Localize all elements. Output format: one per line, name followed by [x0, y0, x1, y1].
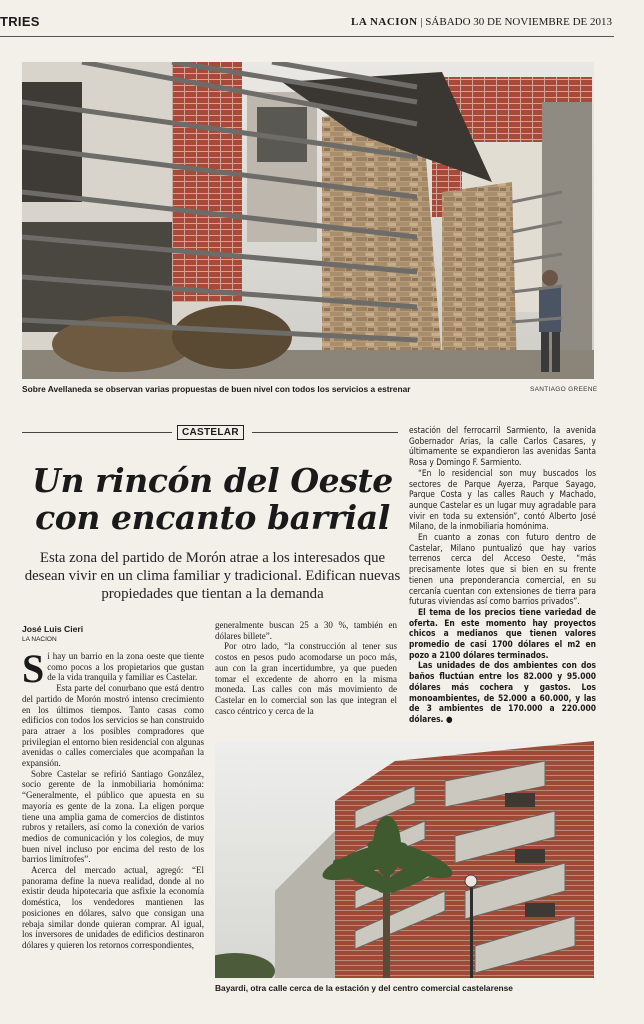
- masthead: [351, 16, 612, 28]
- closing-text: Las unidades de dos ambientes con dos baños fluctúan entre los 82.000 y 95.000 dólares más cochera y gastos. Los monoambientes, de 52.000 a 60.000, y las de 3 ambientes de 170.000 a 220.000 dólares.: [409, 660, 596, 724]
- article-paragraph: Esta parte del conurbano que está dentro del partido de Morón mostró intenso crecimiento en los últimos tiempos. Tanto casas como edificios con todos los servicios se han construido para atraer a los posibles compradores que privilegian el entorno bien residencial con algunas avenidas o calles comerciales que acompañan la expansión.: [22, 683, 204, 769]
- article-paragraph: El tema de los precios tiene variedad de oferta. En este momento hay proyectos chicos a medianos que tienen valores promedio de casi 1700 dólares el m2 en pozo a 2100 dólares terminados.: [409, 606, 596, 660]
- article-paragraph: Sobre Castelar se refirió Santiago González, socio gerente de la inmobiliaria homónima: “Generalmente, el público que apuesta en su mayoría es gente de la zona. La eligen porque tiene una amplia gama de comercios de distintos rubros y retailers, así como la conexión de varios medios de comunicación y los colegios, de muy buen nivel incluso por encima del resto de los barrios limítrofes”.: [22, 768, 204, 865]
- article-paragraph: Por otro lado, “la construcción al tener sus costos en pesos pudo acomodarse un poco más, aun con la gran incertidumbre, ya que pueden tomar el excedente de ahorro en la misma moneda. Las calles con más movimiento de Castelar en lo comercial son las que integran el casco céntrico y cerca de la: [215, 641, 397, 716]
- photo-bayardi-image: [215, 741, 594, 978]
- headline-line-1: Un rincón del Oeste: [32, 461, 393, 500]
- header-separator: |: [420, 16, 423, 28]
- header-rule: [0, 36, 614, 37]
- article-paragraph: Acerca del mercado actual, agregó: “El panorama define la nueva realidad, donde al no existir deuda hipotecaria que asfixie la economía doméstica, los vendedores mantienen las posiciones en dólares, salvo que consigan una rebaja similar donde quieran comprar. Al igual, los inversores de unidades de edificios destinaron dólares y quieren los retornos correspondientes,: [22, 865, 204, 950]
- section-rule-right: [252, 432, 398, 433]
- dropcap: S: [22, 651, 45, 691]
- article-column-2: [215, 620, 397, 726]
- section-tag: CASTELAR: [177, 425, 244, 440]
- end-mark: ●: [446, 713, 453, 724]
- article-deck: Esta zona del partido de Morón atrae a los interesados que desean vivir en un clima familiar y tradicional. Edifican nuevas propiedades que tientan a la demanda: [24, 550, 401, 602]
- article-paragraph: En cuanto a zonas con futuro dentro de Castelar, Milano puntualizó que hay varios terrenos cerca del Acceso Oeste, “más precisamente lotes que si bien en su frente tienen una preponderancia comercial, en su cercanía cuentan con extensiones de tierra para futuras viviendas así como barrios privados”.: [409, 532, 596, 607]
- photo-avellaneda-image: [22, 62, 594, 379]
- article-paragraph: generalmente buscan 25 a 30 %, también en dólares billete”.: [215, 620, 397, 641]
- photo-caption: Sobre Avellaneda se observan varias propuestas de buen nivel con todos los servicios a estrenar: [22, 384, 411, 394]
- photo-avellaneda: [22, 62, 594, 379]
- section-rule-left: [22, 432, 172, 433]
- photo-bayardi: [215, 741, 594, 978]
- article-column-3: [409, 425, 596, 725]
- photo-caption: Bayardi, otra calle cerca de la estación y del centro comercial castelarense: [215, 983, 513, 993]
- byline-source: LA NACION: [22, 636, 57, 643]
- headline-line-2: con encanto barrial: [35, 498, 390, 537]
- article-paragraph: “En lo residencial son muy buscados los sectores de Parque Ayerza, Parque Sayago, Parque Costa y las calles Rauch y Machado, aunque Castelar es un lugar muy agradable para vivir en toda su extensión”, contó Alberto José Milano, de la inmobiliaria homónima.: [409, 467, 596, 532]
- section-name: TRIES: [0, 14, 40, 29]
- photo-credit: SANTIAGO GREENE: [530, 386, 598, 393]
- article-paragraph: [409, 660, 596, 724]
- article-paragraph: estación del ferrocarril Sarmiento, la avenida Gobernador Arias, la calle Carlos Casares, y últimamente se expandieron las avenidas Santa Rosa y Domingo F. Sarmiento.: [409, 425, 596, 468]
- article-paragraph: [22, 651, 204, 691]
- brand-name: LA NACION: [351, 16, 418, 28]
- lead-text: i hay un barrio en la zona oeste que tiente como pocos a los propietarios que gustan de la vida tranquila y familiar es Castelar.: [47, 651, 204, 683]
- headline: [20, 462, 405, 536]
- issue-date: SÁBADO 30 DE NOVIEMBRE DE 2013: [425, 16, 612, 28]
- article-column-1: [22, 651, 204, 1023]
- byline-author: José Luis Cieri: [22, 624, 84, 634]
